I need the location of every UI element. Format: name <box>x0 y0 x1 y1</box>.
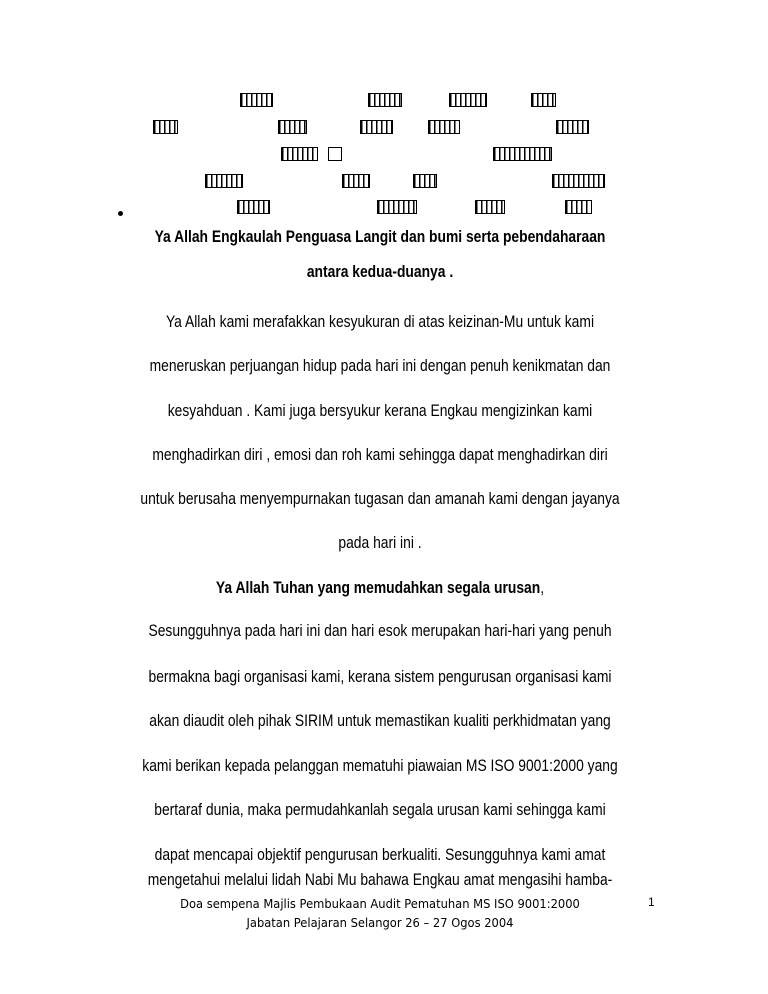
subheading <box>94 578 665 598</box>
missing-glyph <box>428 120 460 134</box>
text-line: menghadirkan diri , emosi dan roh kami sehingga dapat menghadirkan diri <box>152 446 608 464</box>
missing-glyph <box>281 147 318 161</box>
text-line: Ya Allah kami merafakkan kesyukuran di atas keizinan-Mu untuk kami <box>165 313 595 331</box>
missing-glyph <box>565 200 592 214</box>
missing-glyph <box>449 93 487 107</box>
missing-glyph <box>278 120 307 134</box>
missing-glyph <box>240 93 273 107</box>
text-line: mengetahui melalui lidah Nabi Mu bahawa Engkau amat mengasihi hamba- <box>147 871 613 889</box>
text-line: meneruskan perjuangan hidup pada hari ini dengan penuh kenikmatan dan <box>149 357 611 375</box>
heading-line: antara kedua-duanya . <box>306 263 454 281</box>
footer-line: Doa sempena Majlis Pembukaan Audit Pematuhan MS ISO 9001:2000 <box>180 896 580 911</box>
subheading-tail: , <box>540 579 545 597</box>
text-line: pada hari ini . <box>338 534 422 552</box>
missing-glyph <box>552 174 605 188</box>
heading-line: Ya Allah Engkaulah Penguasa Langit dan bumi serta pebendaharaan <box>154 228 606 246</box>
text-line: akan diaudit oleh pihak SIRIM untuk memastikan kualiti perkhidmatan yang <box>149 712 611 730</box>
bullet-icon <box>118 211 123 216</box>
subheading-bold: Ya Allah Tuhan yang memudahkan segala urusan <box>215 579 541 597</box>
text-line: dapat mencapai objektif pengurusan berkualiti. Sesungguhnya kami amat <box>154 846 606 864</box>
page-number: 1 <box>648 895 655 909</box>
missing-glyph <box>531 93 556 107</box>
missing-glyph <box>377 200 417 214</box>
missing-glyph <box>556 120 589 134</box>
missing-glyph <box>237 200 270 214</box>
missing-glyph <box>368 93 402 107</box>
text-line: kami berikan kepada pelanggan mematuhi piawaian MS ISO 9001:2000 yang <box>142 757 618 775</box>
missing-glyph <box>342 174 370 188</box>
missing-glyph <box>328 147 342 161</box>
text-line: bertaraf dunia, maka permudahkanlah segala urusan kami sehingga kami <box>154 801 606 819</box>
text-line: untuk berusaha menyempurnakan tugasan dan amanah kami dengan jayanya <box>140 490 620 508</box>
text-line: Sesungguhnya pada hari ini dan hari esok merupakan hari-hari yang penuh <box>148 622 612 640</box>
missing-glyph <box>413 174 437 188</box>
missing-glyph <box>153 120 178 134</box>
text-line: kesyahduan . Kami juga bersyukur kerana Engkau mengizinkan kami <box>167 402 593 420</box>
text-line: bermakna bagi organisasi kami, kerana sistem pengurusan organisasi kami <box>148 668 612 686</box>
missing-glyph <box>205 174 243 188</box>
missing-glyph <box>360 120 393 134</box>
missing-glyph <box>493 147 552 161</box>
missing-glyph <box>475 200 505 214</box>
footer-line: Jabatan Pelajaran Selangor 26 – 27 Ogos 2004 <box>246 915 514 930</box>
